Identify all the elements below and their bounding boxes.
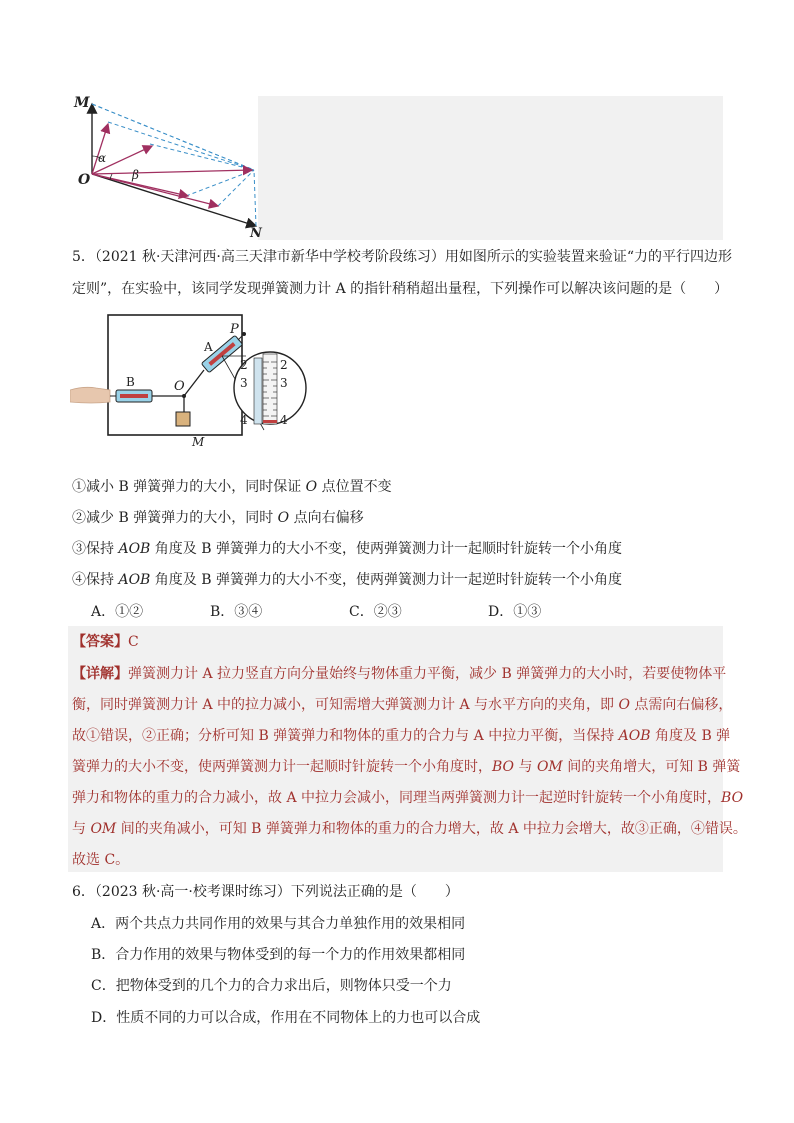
resultant-vector [92,170,252,174]
q5-choice-c: C．②③ [349,604,402,620]
q5-option-1: ①减小 B 弹簧弹力的大小，同时保证 O 点位置不变 [72,479,392,495]
vector-diagram [68,92,268,242]
q5-fig-label-b: B [126,375,135,389]
scale-right-4: 4 [280,413,288,427]
q6-option-c: C．把物体受到的几个力的合力求出后，则物体只受一个力 [91,978,452,994]
q6-option-b: B．合力作用的效果与物体受到的每一个力的作用效果都相同 [91,947,466,963]
detail-line-5: 弹力和物体的重力的合力减小，故 A 中拉力会减小，同理当两弹簧测力计一起逆时针旋转一个小角度时，BO [72,790,744,806]
top-label-beta: β [132,168,139,182]
top-label-alpha: α [98,151,107,165]
top-label-n: N [250,226,262,241]
q5-fig-label-p: P [230,322,239,337]
top-gray-band [258,96,723,240]
q5-fig-label-o: O [174,379,185,394]
q5-option-4: ④保持 AOB 角度及 B 弹簧弹力的大小不变，使两弹簧测力计一起逆时针旋转一个小角度 [72,572,622,588]
scale-left-2: 2 [240,358,248,372]
q5-choice-d: D．①③ [488,604,542,620]
detail-line-2: 衡，同时弹簧测力计 A 中的拉力减小，可知需增大弹簧测力计 A 与水平方向的夹角，即 O 点需向右偏移， [72,697,733,713]
q5-option-2: ②减少 B 弹簧弹力的大小，同时 O 点向右偏移 [72,510,364,526]
q5-choice-b: B．③④ [210,604,263,620]
q5-option-3: ③保持 AOB 角度及 B 弹簧弹力的大小不变，使两弹簧测力计一起顺时针旋转一个小角度 [72,541,622,557]
q6-stem: 6．（2023 秋·高一·校考课时练习）下列说法正确的是（ ） [72,884,459,900]
on-axis [92,174,256,226]
q5-fig-label-a: A [204,340,213,354]
q5-apparatus-figure [70,312,310,438]
q5-stem-line1: 5．（2021 秋·天津河西·高三天津市新华中学校考阶段练习）用如图所示的实验装置来验证“力的平行四边形 [72,249,733,265]
vector-a [92,124,108,174]
top-label-m: M [74,95,90,111]
scale-left-3: 3 [240,376,248,390]
q5-choice-a: A．①② [91,604,144,620]
q6-option-d: D．性质不同的力可以合成，作用在不同物体上的力也可以合成 [91,1010,481,1026]
detail-line-6: 与 OM 间的夹角减小，可知 B 弹簧弹力和物体的重力的合力增大，故 A 中拉力会增大，故③正确，④错误。 [72,821,747,837]
detail-line-7: 故选 C。 [72,852,130,868]
top-label-o: O [78,172,91,188]
answer-line: 【答案】C [72,634,139,650]
detail-line-4: 簧弹力的大小不变，使两弹簧测力计一起顺时针旋转一个小角度时，BO 与 OM 间的夹角增大，可知 B 弹簧 [72,759,741,775]
q5-fig-label-m: M [192,435,205,449]
scale-left-4: 4 [240,413,248,427]
vector-d [92,174,218,206]
q6-option-a: A．两个共点力共同作用的效果与其合力单独作用的效果相同 [91,916,466,932]
q5-stem-line2: 定则”，在实验中，该同学发现弹簧测力计 A 的指针稍稍超出量程，下列操作可以解决该问题的是（ ） [72,281,729,297]
scale-right-3: 3 [280,376,288,390]
scale-right-2: 2 [280,358,288,372]
detail-line-3: 故①错误，②正确；分析可知 B 弹簧弹力和物体的重力的合力与 A 中拉力平衡，当保持 AOB 角度及 B 弹 [72,728,731,744]
detail-line-1: 【详解】弹簧测力计 A 拉力竖直方向分量始终与物体重力平衡，减少 B 弹簧弹力的大小时，若要使物体平 [72,666,727,682]
